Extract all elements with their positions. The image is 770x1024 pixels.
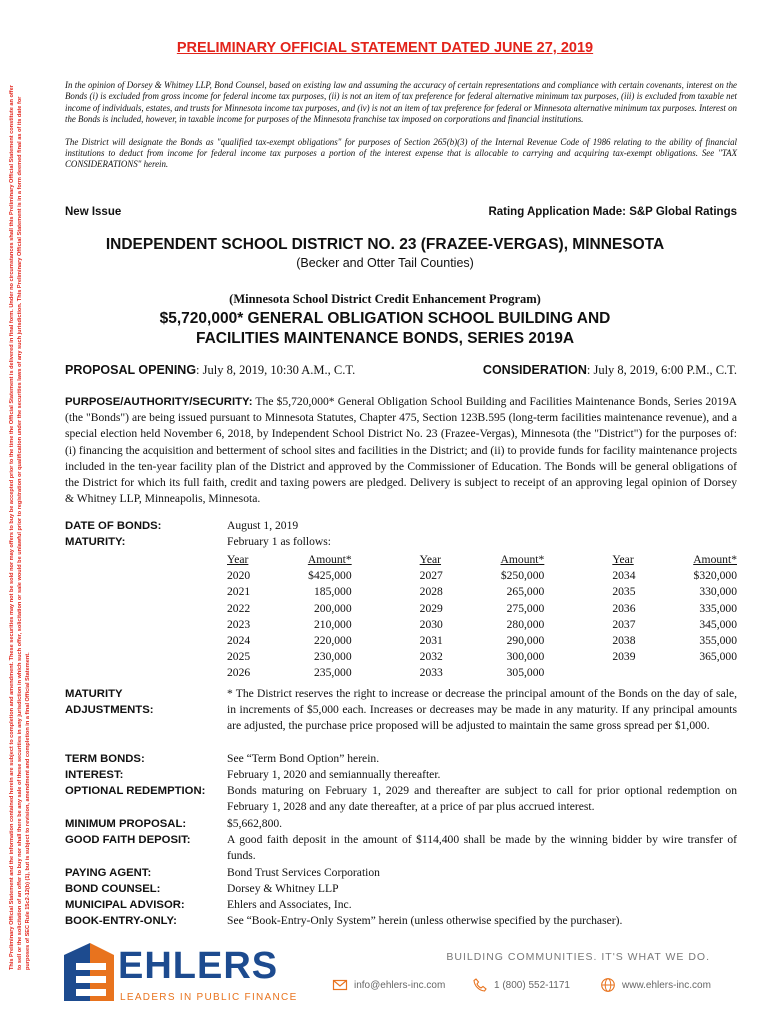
globe-icon	[600, 977, 616, 993]
proposal-opening-label: PROPOSAL OPENING	[65, 363, 197, 377]
maturity-amount: 280,000	[506, 617, 545, 631]
table-row	[227, 601, 737, 617]
proposal-opening	[65, 363, 355, 378]
maturity-adjustments-value: * The District reserves the right to increase or decrease the principal amount of the Bonds on the day of sale, in increments of $5,000 each. Increases or decreases may be made in any maturity. If any principal amounts are adjusted, the purchase price proposed will be adjusted to maintain the same gross spread per $1,000.	[227, 687, 737, 733]
page-title: PRELIMINARY OFFICIAL STATEMENT DATED JUNE 27, 2019	[176, 40, 594, 56]
contact-email[interactable]	[332, 977, 445, 993]
purpose-label: PURPOSE/AUTHORITY/SECURITY:	[65, 396, 253, 408]
rating-label: Rating Application Made: S&P Global Ratings	[488, 206, 737, 218]
maturity-adjustments-label	[65, 686, 227, 718]
amount-header	[463, 552, 612, 568]
maturity-amount: 235,000	[313, 666, 352, 680]
contact-bar	[332, 977, 732, 997]
maturity-amount: 200,000	[313, 601, 352, 615]
minimum-proposal-row	[65, 816, 737, 832]
maturity-year: 2024	[227, 634, 251, 648]
purpose-text: The $5,720,000* General Obligation School Building and Facilities Maintenance Bonds, Series 2019A (the "Bonds") are being issued pursuant to Minnesota Statutes, Chapter 475, Section 123B.595 (long-term facilities maintenance revenue), and a special election held November 6, 2018, by Independent School District No. 23 (Frazee-Vergas), Minnesota (the "District") for the purposes of: (i) financing the acquisition and betterment of school sites and facilities in the District; and (ii) to provide funds for facility maintenance projects included in the ten-year facility plan of the District and approved by the Commissioner of Education. The Bonds will be general obligations of the District for which its full faith, credit and taxing powers are pledged. Delivery is subject to receipt of an approving legal opinion of Dorsey & Whitney LLP, Minneapolis, Minnesota.	[65, 395, 737, 506]
interest-value: February 1, 2020 and semiannually thereafter.	[227, 768, 441, 781]
municipal-advisor-label: MUNICIPAL ADVISOR:	[65, 899, 185, 911]
logo-tagline: LEADERS IN PUBLIC FINANCE	[120, 992, 298, 1003]
amount-header-text: Amount*	[500, 553, 545, 566]
table-row	[227, 568, 737, 584]
maturity-year: 2022	[227, 601, 251, 615]
good-faith-deposit-value: A good faith deposit in the amount of $114,400 shall be made by the winning bidder by wire transfer of funds.	[227, 833, 737, 863]
logo-wordmark: EHLERS	[118, 945, 279, 987]
contact-website[interactable]	[600, 977, 711, 993]
phone-icon	[472, 977, 488, 993]
date-of-bonds-label: DATE OF BONDS:	[65, 520, 162, 532]
bond-title-line-1: $5,720,000* GENERAL OBLIGATION SCHOOL BUILDING AND	[159, 310, 611, 327]
optional-redemption-row	[65, 783, 737, 815]
bond-title	[0, 309, 770, 349]
phone-text: 1 (800) 552-1171	[494, 979, 570, 991]
maturity-adjustments-label-line-1: MATURITY	[65, 688, 123, 700]
maturity-amount: 345,000	[699, 617, 737, 631]
maturity-year: 2029	[419, 601, 443, 615]
municipal-advisor-value: Ehlers and Associates, Inc.	[227, 898, 352, 911]
amount-header-text: Amount*	[307, 553, 352, 566]
municipal-advisor-row	[65, 897, 737, 913]
maturity-amount: 305,000	[506, 666, 545, 680]
maturity-year: 2025	[227, 650, 251, 664]
opening-row	[65, 363, 737, 378]
intro-section	[65, 80, 737, 171]
issue-row	[65, 206, 737, 218]
maturity-amount: 330,000	[699, 585, 737, 599]
paying-agent-row	[65, 865, 737, 881]
maturity-amount: 300,000	[506, 650, 545, 664]
maturity-year: 2033	[419, 666, 443, 680]
maturity-amount: $250,000	[500, 569, 545, 583]
maturity-amount: 290,000	[506, 634, 545, 648]
purpose-paragraph	[65, 394, 737, 507]
maturity-amount: 185,000	[313, 585, 352, 599]
maturity-amount: 230,000	[313, 650, 352, 664]
maturity-amount: 355,000	[699, 634, 737, 648]
term-bonds-value: See “Term Bond Option” herein.	[227, 752, 380, 765]
consideration-label: CONSIDERATION	[482, 363, 587, 377]
date-of-bonds-value: August 1, 2019	[227, 519, 299, 532]
year-header	[612, 552, 656, 568]
maturity-year: 2037	[612, 617, 636, 631]
email-text: info@ehlers-inc.com	[354, 979, 446, 991]
maturity-year: 2023	[227, 617, 251, 631]
maturity-year: 2021	[227, 585, 251, 599]
qualified-obligations-paragraph: The District will designate the Bonds as "qualified tax-exempt obligations" for purposes of Section 265(b)(3) of the Internal Revenue Code of 1986 relating to the ability of financial institutions to deduct from income for federal income tax purposes a portion of the interest expense that is allocable to carrying and acquiring tax-exempt obligations. See "TAX CONSIDERATIONS" herein.	[65, 136, 737, 170]
maturity-schedule-table	[227, 552, 737, 682]
proposal-opening-value: : July 8, 2019, 10:30 A.M., C.T.	[196, 363, 356, 377]
maturity-year: 2034	[612, 569, 636, 583]
maturity-adjustments-row	[65, 686, 737, 735]
maturity-amount: 335,000	[699, 601, 737, 615]
good-faith-deposit-row	[65, 832, 737, 864]
bond-title-line-2: FACILITIES MAINTENANCE BONDS, SERIES 2019A	[195, 330, 575, 347]
ehlers-logo-icon	[60, 941, 116, 1003]
maturity-adjustments-label-line-2: ADJUSTMENTS:	[65, 704, 154, 717]
counties: (Becker and Otter Tail Counties)	[296, 256, 474, 270]
consideration	[483, 363, 737, 378]
contact-phone[interactable]	[472, 977, 570, 993]
consideration-value: : July 8, 2019, 6:00 P.M., C.T.	[586, 363, 737, 377]
maturity-year: 2035	[612, 585, 636, 599]
year-header-text: Year	[419, 553, 442, 566]
interest-row	[65, 767, 737, 783]
table-row	[227, 633, 737, 649]
year-header	[227, 552, 271, 568]
maturity-year: 2030	[419, 617, 443, 631]
year-header-text: Year	[612, 553, 634, 566]
bond-counsel-row	[65, 881, 737, 897]
maturity-amount: $425,000	[308, 569, 352, 583]
maturity-year: 2036	[612, 601, 636, 615]
book-entry-label: BOOK-ENTRY-ONLY:	[65, 915, 177, 927]
interest-label: INTEREST:	[65, 769, 124, 781]
email-icon	[332, 977, 348, 993]
maturity-year: 2032	[419, 650, 443, 664]
maturity-label: MATURITY:	[65, 536, 126, 548]
amount-header	[271, 552, 420, 568]
side-legend	[8, 80, 42, 970]
book-entry-value: See “Book-Entry-Only System” herein (unless otherwise specified by the purchaser).	[227, 914, 623, 927]
maturity-amount: 365,000	[699, 650, 737, 664]
maturity-amount: 220,000	[313, 634, 352, 648]
table-row	[227, 649, 737, 665]
maturity-year: 2039	[612, 650, 636, 664]
good-faith-deposit-label: GOOD FAITH DEPOSIT:	[65, 834, 191, 846]
book-entry-row	[65, 913, 737, 929]
side-legend-text: This Preliminary Official Statement and the information contained herein are subject to completion and amendment. These securities may not be sold nor may offers to buy be accepted prior to the time the Official Statement is delivered in final form. Under no circumstances shall this Preliminary Official Statement constitute an offer to sell or the solicitation of an offer to buy nor shall there be any sale of these securities in any jurisdiction in which such offer, solicitation or sale would be unlawful prior to registration or qualification under the securities laws of any such jurisdiction. This Preliminary Official Statement is in a form deemed final as of its date for purposes of SEC Rule 15c2-12(b) (1), but is subject to revision, amendment and completion in a final Official Statement.	[9, 85, 32, 970]
maturity-year: 2031	[419, 634, 443, 648]
minimum-proposal-value: $5,662,800.	[227, 817, 283, 830]
slogan: BUILDING COMMUNITIES. IT'S WHAT WE DO.	[446, 951, 710, 963]
table-row	[227, 617, 737, 633]
optional-redemption-label: OPTIONAL REDEMPTION:	[65, 785, 206, 797]
amount-header	[656, 552, 737, 568]
maturity-value: February 1 as follows:	[227, 535, 332, 548]
maturity-header-row	[227, 552, 737, 568]
maturity-year: 2027	[419, 569, 443, 583]
maturity-amount: 265,000	[506, 585, 545, 599]
maturity-year: 2026	[227, 666, 251, 680]
maturity-year: 2028	[419, 585, 443, 599]
new-issue-label: New Issue	[65, 206, 122, 218]
maturity-row	[65, 534, 737, 550]
footer	[0, 935, 770, 1015]
date-of-bonds-row	[65, 518, 737, 534]
optional-redemption-value: Bonds maturing on February 1, 2029 and thereafter are subject to call for prior optional redemption on February 1, 2028 and any date thereafter, at a price of par plus accrued interest.	[227, 784, 737, 814]
maturity-amount: 210,000	[313, 617, 352, 631]
amount-header-text: Amount*	[693, 553, 737, 566]
table-row	[227, 584, 737, 600]
maturity-amount	[656, 665, 737, 681]
minimum-proposal-label: MINIMUM PROPOSAL:	[65, 818, 187, 830]
maturity-amount: 275,000	[506, 601, 545, 615]
program-name: (Minnesota School District Credit Enhancement Program)	[229, 292, 541, 306]
district-name: INDEPENDENT SCHOOL DISTRICT NO. 23 (FRAZEE-VERGAS), MINNESOTA	[105, 236, 665, 253]
table-row	[227, 665, 737, 681]
maturity-year	[612, 665, 656, 681]
term-bonds-row	[65, 751, 737, 767]
maturity-year: 2038	[612, 634, 636, 648]
tax-opinion-paragraph: In the opinion of Dorsey & Whitney LLP, Bond Counsel, based on existing law and assuming the accuracy of certain representations and compliance with certain covenants, interest on the Bonds (i) is excluded from gross income for federal income tax purposes, (ii) is not an item of tax preference for federal alternative minimum tax purposes, (iii) is excluded from taxable net income of individuals, estates, and trusts for Minnesota income tax purposes, and (iv) is not an item of tax preference for federal or Minnesota alternative minimum tax purposes. Interest on the Bonds is included, however, in taxable income for purposes of the Minnesota franchise tax imposed on corporations and financial institutions.	[65, 80, 737, 125]
year-header-text: Year	[227, 553, 249, 566]
bond-counsel-value: Dorsey & Whitney LLP	[227, 882, 339, 895]
maturity-year: 2020	[227, 569, 251, 583]
paying-agent-value: Bond Trust Services Corporation	[227, 866, 380, 879]
year-header	[420, 552, 464, 568]
paying-agent-label: PAYING AGENT:	[65, 867, 152, 879]
website-text: www.ehlers-inc.com	[622, 979, 711, 991]
term-bonds-label: TERM BONDS:	[65, 753, 145, 765]
maturity-amount: $320,000	[693, 569, 737, 583]
bond-counsel-label: BOND COUNSEL:	[65, 883, 161, 895]
